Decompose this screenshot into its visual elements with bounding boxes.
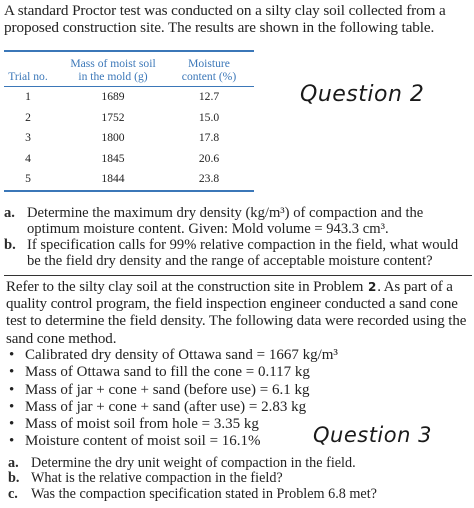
intro-text-before: Refer to the silty clay soil at the construction site in Problem bbox=[6, 279, 367, 295]
cell-trial: 5 bbox=[25, 172, 31, 186]
cell-mass: 1845 bbox=[101, 151, 125, 165]
sand-cone-data-list bbox=[8, 347, 338, 451]
header-mass-line2: in the mold (g) bbox=[78, 70, 148, 83]
table-row bbox=[4, 87, 254, 108]
handwritten-problem-number: 2 bbox=[367, 280, 377, 294]
list-item: • Calibrated dry density of Ottawa sand = 1667 kg/m³ bbox=[8, 347, 338, 364]
section-divider bbox=[4, 275, 472, 276]
question-label: b. bbox=[4, 237, 16, 253]
cell-moisture: 15.0 bbox=[198, 110, 220, 124]
cell-mass: 1800 bbox=[101, 131, 125, 145]
intro-text-after: . As part of a quality control program, the field inspection engineer conducted a sand cone test to determine the field density. The following data were recorded using the sand cone method. bbox=[6, 279, 467, 347]
header-mass bbox=[64, 57, 162, 83]
list-item: • Mass of moist soil from hole = 3.35 kg bbox=[8, 416, 338, 433]
list-item: • Mass of Ottawa sand to fill the cone = 0.117 kg bbox=[8, 364, 338, 381]
question-label: a. bbox=[8, 455, 19, 471]
table-row bbox=[4, 149, 254, 170]
cell-mass: 1844 bbox=[101, 172, 125, 186]
header-moisture bbox=[170, 57, 248, 83]
problem-3-intro bbox=[6, 279, 470, 348]
cell-moisture: 20.6 bbox=[198, 151, 220, 165]
list-item: • Mass of jar + cone + sand (before use) = 6.1 kg bbox=[8, 382, 338, 399]
question-label: c. bbox=[8, 486, 18, 502]
table-row bbox=[4, 169, 254, 190]
cell-trial: 4 bbox=[25, 151, 31, 165]
handwritten-question-3: Question 3 bbox=[313, 423, 432, 447]
question-label: a. bbox=[4, 205, 15, 221]
question-text: Was the compaction specification stated in Problem 6.8 met? bbox=[31, 486, 377, 502]
cell-moisture: 12.7 bbox=[198, 90, 220, 103]
problem-intro: A standard Proctor test was conducted on a silty clay soil collected from a proposed construction site. The results are shown in the following table. bbox=[4, 2, 446, 36]
question-text: Determine the dry unit weight of compaction in the field. bbox=[31, 455, 356, 471]
table-row bbox=[4, 108, 254, 129]
table-header bbox=[4, 52, 254, 87]
cell-mass: 1752 bbox=[101, 110, 125, 124]
cell-trial: 2 bbox=[25, 110, 31, 124]
question-label: b. bbox=[8, 470, 20, 486]
cell-mass: 1689 bbox=[101, 90, 125, 103]
question-text: Determine the maximum dry density (kg/m³) of compaction and the optimum moisture content. Given: Mold volume = 943.3 cm³. bbox=[27, 205, 424, 237]
proctor-table bbox=[4, 50, 254, 192]
table-row bbox=[4, 128, 254, 149]
header-trial: Trial no. bbox=[8, 70, 48, 83]
list-item: • Moisture content of moist soil = 16.1% bbox=[8, 433, 338, 450]
header-moisture-line1: Moisture bbox=[188, 57, 230, 70]
question-text: If specification calls for 99% relative compaction in the field, what would be the field dry density and the range of acceptable moisture content? bbox=[27, 237, 459, 269]
cell-moisture: 23.8 bbox=[198, 172, 220, 186]
list-item: • Mass of jar + cone + sand (after use) = 2.83 kg bbox=[8, 399, 338, 416]
header-moisture-line2: content (%) bbox=[181, 70, 237, 83]
cell-trial: 1 bbox=[25, 90, 31, 103]
cell-moisture: 17.8 bbox=[198, 131, 220, 145]
question-text: What is the relative compaction in the field? bbox=[31, 470, 283, 486]
handwritten-question-2: Question 2 bbox=[300, 82, 425, 107]
header-mass-line1: Mass of moist soil bbox=[70, 57, 156, 70]
cell-trial: 3 bbox=[25, 131, 31, 145]
